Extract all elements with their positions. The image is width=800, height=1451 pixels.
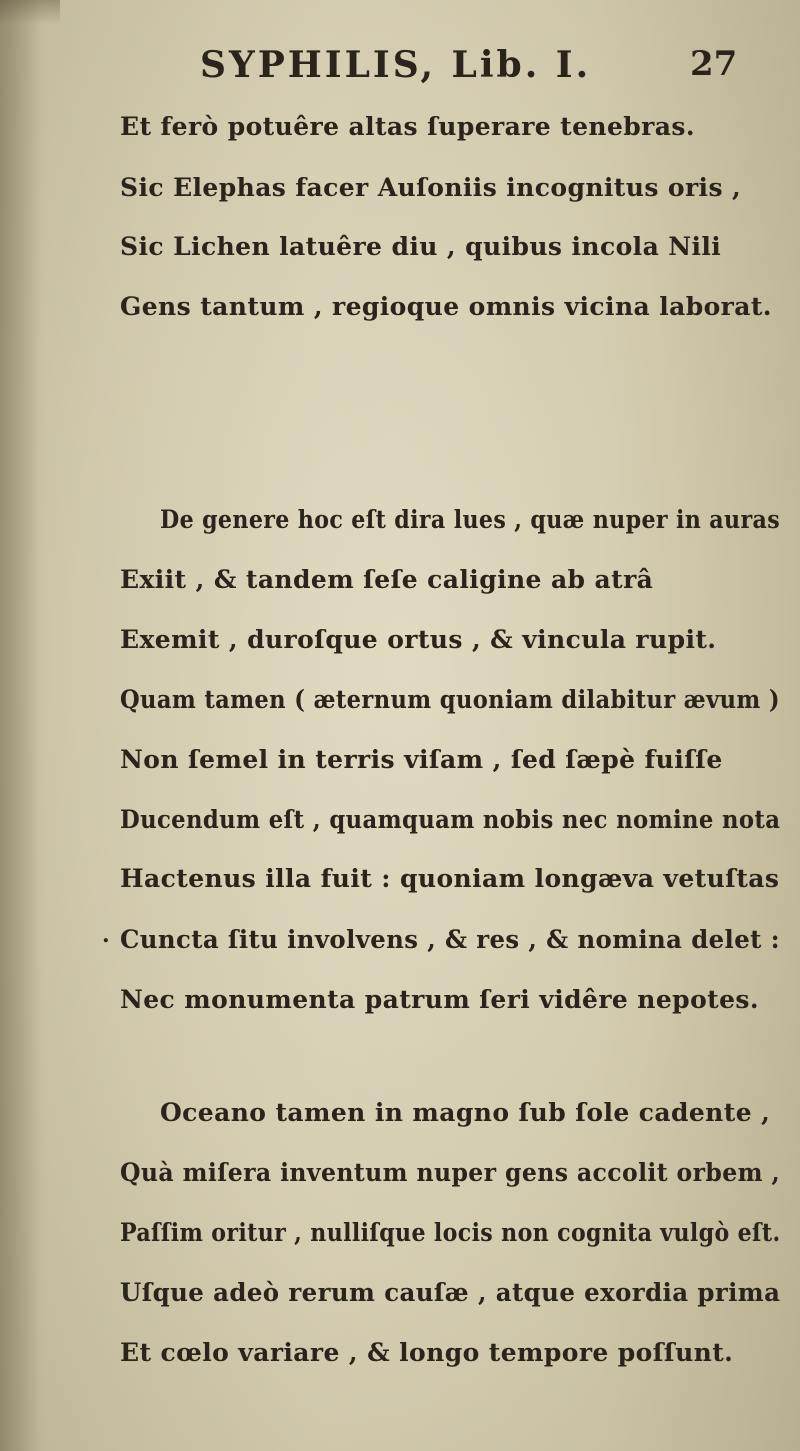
verse-line: Uſque adeò rerum cauſæ , atque exordia prima [120, 1278, 781, 1307]
verse-line: Ducendum eſt , quamquam nobis nec nomine nota [120, 805, 781, 834]
verse-line: Et cœlo variare , & longo tempore poſſunt. [120, 1338, 734, 1367]
page-gutter-shadow [0, 0, 40, 1451]
verse-line: De genere hoc eſt dira lues , quæ nuper in auras [160, 505, 781, 534]
verse-line: Exemit , duroſque ortus , & vincula rupit. [120, 625, 717, 654]
verse-line: Et ferò potuêre altas ſuperare tenebras. [120, 112, 695, 141]
verse-line: Sic Lichen latuêre diu , quibus incola Nili [120, 232, 722, 261]
verse-line: Oceano tamen in magno ſub ſole cadente , [160, 1098, 771, 1127]
verse-line: Sic Elephas facer Auſoniis incognitus oris , [120, 173, 742, 202]
verse-line: Quà miſera inventum nuper gens accolit orbem , [120, 1158, 781, 1187]
verse-line: Gens tantum , regioque omnis vicina laborat. [120, 292, 772, 321]
page-corner-shadow [0, 0, 60, 24]
verse-line: Quam tamen ( æternum quoniam dilabitur ævum ) [120, 685, 780, 714]
running-title: SYPHILIS, Lib. I. [200, 44, 592, 86]
verse-line: Exiit , & tandem ſeſe caligine ab atrâ [120, 565, 654, 594]
verse-line: Non ſemel in terris viſam , ſed ſæpè fuiſſe [120, 745, 723, 774]
verse-line: Cuncta ſitu involvens , & res , & nomina delet : [120, 925, 781, 954]
page-number: 27 [690, 44, 738, 84]
page-header [0, 44, 800, 94]
verse-line: Paſſim oritur , nulliſque locis non cognita vulgò eſt. [120, 1218, 781, 1247]
verse-line: Hactenus illa fuit : quoniam longæva vetuſtas [120, 864, 780, 893]
margin-dot: . [102, 922, 110, 948]
verse-line: Nec monumenta patrum ſeri vidêre nepotes. [120, 985, 759, 1014]
